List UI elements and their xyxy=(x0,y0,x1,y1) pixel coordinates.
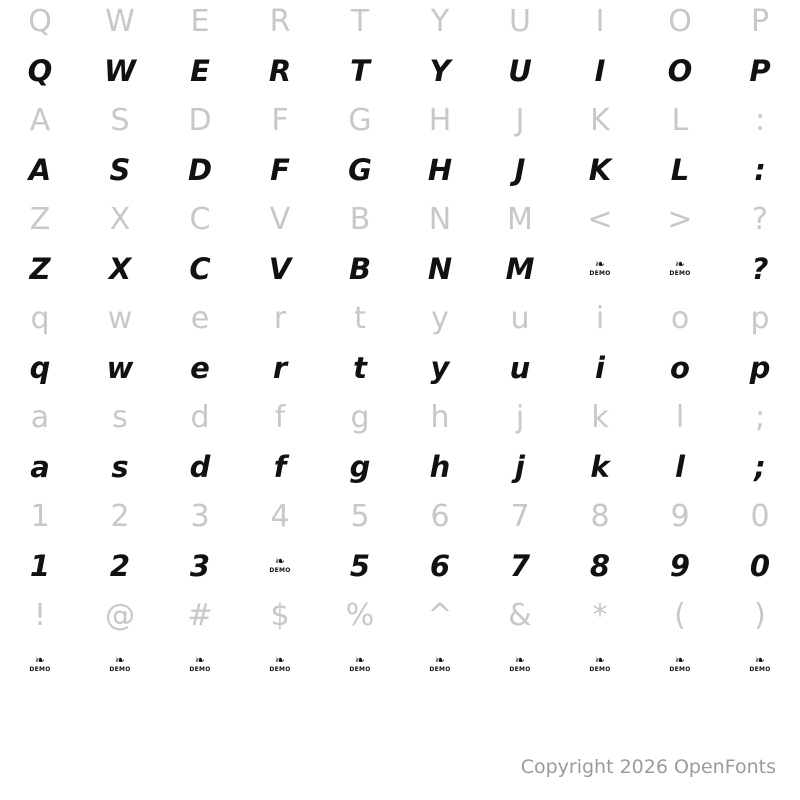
demo-mark-icon xyxy=(508,654,532,678)
glyph-cell: f xyxy=(273,450,287,484)
glyph-cell: > xyxy=(667,202,693,237)
demo-watermark xyxy=(640,258,720,282)
glyph-cell: 5 xyxy=(349,549,371,583)
glyph-row-reference xyxy=(0,0,800,44)
demo-mark-icon xyxy=(588,654,612,678)
glyph-cell: M xyxy=(507,202,533,237)
demo-mark-icon xyxy=(348,654,372,678)
glyph-cell: O xyxy=(668,4,692,39)
glyph-cell: E xyxy=(190,54,210,88)
glyph-cell: T xyxy=(350,4,370,39)
glyph-cell: B xyxy=(349,202,371,237)
glyph-cell: I xyxy=(594,54,606,88)
glyph-cell: a xyxy=(30,400,50,435)
glyph-cell: i xyxy=(595,351,605,385)
demo-leaves-icon: ❧ xyxy=(274,652,286,667)
demo-watermark xyxy=(720,654,800,678)
demo-mark-icon xyxy=(188,654,212,678)
glyph-cell: 9 xyxy=(669,549,691,583)
glyph-cell: ( xyxy=(674,598,686,633)
glyph-cell: < xyxy=(587,202,613,237)
glyph-cell: w xyxy=(106,351,134,385)
glyph-cell: e xyxy=(190,351,210,385)
glyph-cell: p xyxy=(749,351,771,385)
glyph-row-reference xyxy=(0,99,800,143)
glyph-cell: ! xyxy=(33,598,47,633)
glyph-cell: i xyxy=(595,301,605,336)
glyph-cell: h xyxy=(429,450,451,484)
glyph-cell: L xyxy=(670,153,690,187)
glyph-cell: $ xyxy=(270,598,290,633)
glyph-cell: r xyxy=(273,301,287,336)
glyph-cell: U xyxy=(508,54,532,88)
glyph-row-specimen xyxy=(0,242,800,297)
glyph-cell: O xyxy=(667,54,693,88)
demo-mark-icon xyxy=(428,654,452,678)
glyph-cell: ) xyxy=(754,598,766,633)
glyph-cell: 5 xyxy=(350,499,370,534)
glyph-cell: R xyxy=(269,4,291,39)
glyph-cell: g xyxy=(350,400,370,435)
demo-watermark xyxy=(560,654,640,678)
demo-leaves-icon: ❧ xyxy=(594,256,606,271)
demo-leaves-icon: ❧ xyxy=(274,553,286,568)
glyph-row-specimen xyxy=(0,539,800,594)
glyph-row-specimen xyxy=(0,44,800,99)
glyph-row-reference xyxy=(0,396,800,440)
glyph-cell: h xyxy=(430,400,450,435)
glyph-cell: d xyxy=(189,450,211,484)
glyph-cell: t xyxy=(353,351,367,385)
glyph-cell: G xyxy=(348,153,372,187)
glyph-cell: W xyxy=(105,4,135,39)
glyph-row-reference xyxy=(0,198,800,242)
demo-mark-icon xyxy=(668,258,692,282)
glyph-cell: G xyxy=(348,103,372,138)
glyph-cell: 7 xyxy=(509,549,531,583)
glyph-cell: 0 xyxy=(749,549,771,583)
glyph-cell: N xyxy=(427,252,453,286)
glyph-cell: V xyxy=(268,252,292,286)
glyph-cell: Q xyxy=(27,54,53,88)
demo-watermark xyxy=(0,654,80,678)
glyph-cell: l xyxy=(675,400,685,435)
glyph-cell: H xyxy=(427,153,453,187)
demo-leaves-icon: ❧ xyxy=(434,652,446,667)
glyph-cell: L xyxy=(671,103,689,138)
glyph-cell: Z xyxy=(29,202,51,237)
glyph-cell: 8 xyxy=(590,499,610,534)
copyright-notice: Copyright 2026 OpenFonts xyxy=(520,756,776,778)
glyph-row-specimen xyxy=(0,638,800,693)
demo-mark-icon xyxy=(588,258,612,282)
glyph-cell: K xyxy=(588,153,612,187)
demo-watermark xyxy=(240,555,320,579)
glyph-cell: # xyxy=(187,598,213,633)
glyph-cell: Z xyxy=(29,252,51,286)
glyph-cell: e xyxy=(190,301,210,336)
demo-watermark xyxy=(80,654,160,678)
demo-mark-icon xyxy=(28,654,52,678)
glyph-cell: ? xyxy=(752,202,768,237)
demo-watermark xyxy=(320,654,400,678)
glyph-cell: ; xyxy=(754,400,766,435)
glyph-cell: A xyxy=(29,103,51,138)
glyph-cell: % xyxy=(345,598,375,633)
glyph-row-specimen xyxy=(0,440,800,495)
glyph-row-reference xyxy=(0,594,800,638)
glyph-cell: o xyxy=(670,351,690,385)
demo-mark-icon xyxy=(268,555,292,579)
glyph-cell: & xyxy=(508,598,532,633)
glyph-cell: u xyxy=(509,351,531,385)
glyph-cell: P xyxy=(749,54,771,88)
demo-label: DEMO xyxy=(669,269,691,277)
glyph-cell: l xyxy=(675,450,685,484)
demo-label: DEMO xyxy=(589,269,611,277)
demo-label: DEMO xyxy=(589,665,611,673)
demo-label: DEMO xyxy=(109,665,131,673)
glyph-cell: H xyxy=(428,103,452,138)
demo-leaves-icon: ❧ xyxy=(514,652,526,667)
demo-watermark xyxy=(560,258,640,282)
glyph-cell: X xyxy=(109,202,131,237)
glyph-cell: N xyxy=(428,202,452,237)
glyph-cell: J xyxy=(514,153,526,187)
demo-leaves-icon: ❧ xyxy=(674,652,686,667)
glyph-cell: P xyxy=(750,4,770,39)
glyph-cell: @ xyxy=(105,598,135,633)
glyph-cell: 9 xyxy=(670,499,690,534)
glyph-cell: E xyxy=(190,4,210,39)
glyph-cell: X xyxy=(108,252,132,286)
glyph-cell: y xyxy=(431,301,449,336)
glyph-cell: 1 xyxy=(29,549,51,583)
glyph-cell: k xyxy=(590,450,610,484)
glyph-cell: r xyxy=(272,351,288,385)
glyph-cell: J xyxy=(515,103,525,138)
demo-watermark xyxy=(400,654,480,678)
demo-leaves-icon: ❧ xyxy=(754,652,766,667)
glyph-row-specimen xyxy=(0,341,800,396)
glyph-cell: 2 xyxy=(110,499,130,534)
glyph-cell: q xyxy=(30,301,50,336)
glyph-cell: S xyxy=(109,153,131,187)
glyph-cell: 6 xyxy=(430,499,450,534)
demo-label: DEMO xyxy=(669,665,691,673)
glyph-cell: a xyxy=(30,450,50,484)
glyph-cell: D xyxy=(188,103,212,138)
demo-label: DEMO xyxy=(509,665,531,673)
glyph-cell: u xyxy=(510,301,530,336)
glyph-cell: * xyxy=(592,598,608,633)
glyph-cell: Q xyxy=(28,4,52,39)
glyph-cell: W xyxy=(104,54,136,88)
glyph-cell: K xyxy=(590,103,610,138)
glyph-cell: : xyxy=(754,103,766,138)
glyph-cell: d xyxy=(190,400,210,435)
glyph-cell: 1 xyxy=(30,499,50,534)
glyph-cell: : xyxy=(754,153,766,187)
glyph-cell: ? xyxy=(751,252,769,286)
demo-watermark xyxy=(640,654,720,678)
glyph-cell: 4 xyxy=(270,499,290,534)
demo-leaves-icon: ❧ xyxy=(354,652,366,667)
glyph-cell: U xyxy=(509,4,531,39)
demo-leaves-icon: ❧ xyxy=(194,652,206,667)
demo-label: DEMO xyxy=(749,665,771,673)
demo-leaves-icon: ❧ xyxy=(34,652,46,667)
glyph-row-specimen xyxy=(0,143,800,198)
glyph-cell: S xyxy=(110,103,130,138)
glyph-cell: 2 xyxy=(109,549,131,583)
glyph-cell: ; xyxy=(754,450,766,484)
glyph-row-reference xyxy=(0,495,800,539)
glyph-cell: 6 xyxy=(429,549,451,583)
glyph-cell: T xyxy=(350,54,370,88)
demo-label: DEMO xyxy=(269,566,291,574)
glyph-cell: ^ xyxy=(427,598,453,633)
demo-mark-icon xyxy=(748,654,772,678)
glyph-cell: D xyxy=(187,153,213,187)
demo-mark-icon xyxy=(108,654,132,678)
demo-leaves-icon: ❧ xyxy=(594,652,606,667)
demo-leaves-icon: ❧ xyxy=(114,652,126,667)
glyph-cell: F xyxy=(271,103,289,138)
glyph-cell: f xyxy=(274,400,286,435)
glyph-cell: q xyxy=(29,351,51,385)
glyph-row-reference xyxy=(0,297,800,341)
demo-leaves-icon: ❧ xyxy=(674,256,686,271)
demo-label: DEMO xyxy=(189,665,211,673)
demo-mark-icon xyxy=(668,654,692,678)
glyph-cell: 7 xyxy=(510,499,530,534)
glyph-cell: A xyxy=(28,153,52,187)
demo-label: DEMO xyxy=(349,665,371,673)
glyph-cell: j xyxy=(515,450,525,484)
demo-label: DEMO xyxy=(29,665,51,673)
glyph-cell: 0 xyxy=(750,499,770,534)
glyph-cell: 8 xyxy=(589,549,611,583)
glyph-cell: Y xyxy=(429,54,451,88)
glyph-cell: C xyxy=(189,252,211,286)
glyph-cell: o xyxy=(670,301,690,336)
glyph-cell: s xyxy=(111,450,129,484)
demo-label: DEMO xyxy=(429,665,451,673)
glyph-cell: 3 xyxy=(189,549,211,583)
glyph-cell: j xyxy=(515,400,525,435)
glyph-cell: F xyxy=(270,153,290,187)
glyph-cell: 3 xyxy=(190,499,210,534)
glyph-cell: w xyxy=(107,301,133,336)
glyph-cell: B xyxy=(348,252,372,286)
glyph-cell: g xyxy=(349,450,371,484)
demo-watermark xyxy=(160,654,240,678)
glyph-cell: Y xyxy=(430,4,450,39)
glyph-cell: y xyxy=(430,351,450,385)
glyph-cell: C xyxy=(189,202,211,237)
demo-watermark xyxy=(240,654,320,678)
glyph-cell: I xyxy=(595,4,605,39)
glyph-cell: t xyxy=(354,301,366,336)
glyph-cell: R xyxy=(268,54,292,88)
demo-mark-icon xyxy=(268,654,292,678)
glyph-cell: k xyxy=(591,400,609,435)
glyph-cell: s xyxy=(112,400,128,435)
glyph-cell: p xyxy=(750,301,770,336)
glyph-cell: M xyxy=(505,252,535,286)
demo-label: DEMO xyxy=(269,665,291,673)
demo-watermark xyxy=(480,654,560,678)
glyph-cell: V xyxy=(269,202,291,237)
